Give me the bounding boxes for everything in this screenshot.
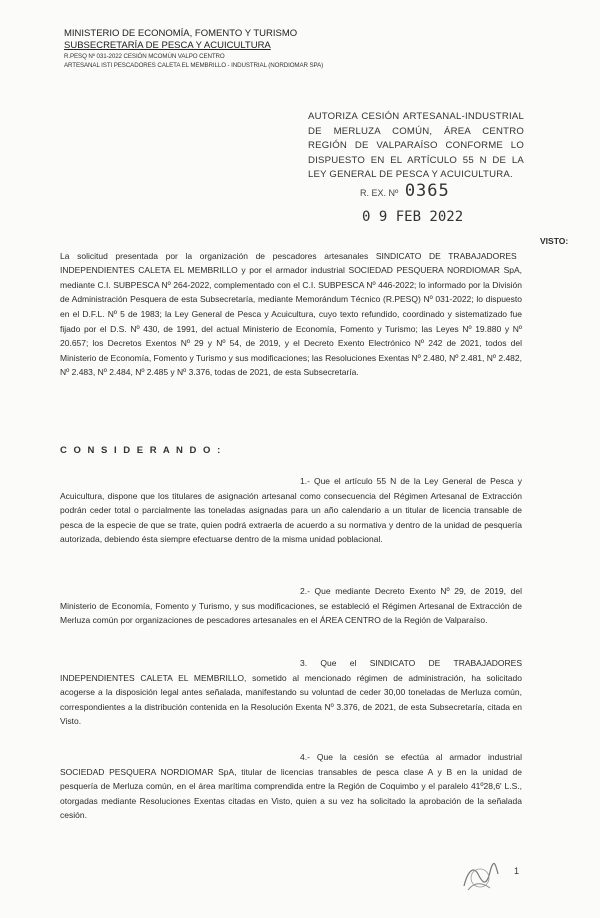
subsecretariat-name: SUBSECRETARÍA DE PESCA Y ACUICULTURA [64, 40, 271, 51]
ministry-name: MINISTERIO DE ECONOMÍA, FOMENTO Y TURISMO [64, 28, 298, 39]
visto-label: VISTO: [540, 236, 569, 246]
visto-text: La solicitud presentada por la organización de pescadores artesanales SINDICATO DE TRABAJADORES INDEPENDIENTES CALETA EL MEMBRILLO y por el armador industrial SOCIEDAD PESQUERA NORDIOMAR SpA, mediante C.I. SUBPESCA Nº 264-2022, complementado con el C.I. SUBPESCA Nº 446-2022; lo informado por la División de Administración Pesquera de esta Subsecretaría, mediante Memorándum Técnico (R.PESQ) Nº 031-2022; lo dispuesto en el D.F.L. Nº 5 de 1983; la Ley General de Pesca y Acuicultura, cuyo texto refundido, coordinado y sistematizado fue fijado por el D.S. Nº 430, de 1991, del actual Ministerio de Economía, Fomento y Turismo; las Leyes Nº 19.880 y Nº 20.657; los Decretos Exentos Nº 29 y Nº 54, de 2019, y el Decreto Exento Electrónico Nº 242 de 2021, todos del Ministerio de Economía, Fomento y Turismo y sus modificaciones; las Resoluciones Exentas Nº 2.480, Nº 2.481, Nº 2.482, Nº 2.483, Nº 2.484, Nº 2.485 y Nº 3.376, todas de 2021, de esta Subsecretaría. [60, 250, 522, 378]
page-number: 1 [514, 866, 520, 876]
resolution-prefix: R. EX. Nº [360, 188, 399, 198]
file-reference: R.PESQ Nº 031-2022 CESIÓN MCOMÚN VALPO CENTRO [64, 53, 225, 60]
resolution-subject: AUTORIZA CESIÓN ARTESANAL-INDUSTRIAL DE MERLUZA COMÚN, ÁREA CENTRO REGIÓN DE VALPARAÍSO CONFORME LO DISPUESTO EN EL ARTÍCULO 55 N DE LA LEY GENERAL DE PESCA Y ACUICULTURA. [308, 111, 524, 180]
resolution-date: 0 9 FEB 2022 [362, 209, 464, 225]
considerando-paragraph-4: 4.- Que la cesión se efectúa al armador industrial SOCIEDAD PESQUERA NORDIOMAR SpA, titular de licencias transables de pesca clase A y B en la unidad de pesquería de Merluza común, en el área marítima comprendida entre la Región de Coquimbo y el paralelo 41º28,6' L.S., otorgadas mediante Resoluciones Exentas citadas en Visto, quien a su vez ha solicitado la aprobación de la señalada cesión. [60, 752, 522, 821]
considerando-heading: C O N S I D E R A N D O : [60, 445, 223, 456]
initials-stamp-icon [460, 860, 500, 894]
document-header [64, 28, 364, 70]
visto-paragraph [60, 234, 569, 380]
considerando-paragraph-3: 3. Que el SINDICATO DE TRABAJADORES INDEPENDIENTES CALETA EL MEMBRILLO, sometido al mencionado régimen de administración, ha solicitado acogerse a la disposición legal antes señalada, manifestando su voluntad de ceder 30,00 toneladas de Merluza común, correspondientes a la distribución contenida en la Resolución Exenta Nº 3.376, de 2021, de esta Subsecretaría, citada en Visto. [60, 658, 522, 727]
resolution-number-value: 0365 [404, 181, 450, 201]
resolution-number [360, 181, 450, 201]
file-reference-detail: ARTESANAL ISTI PESCADORES CALETA EL MEMBRILLO - INDUSTRIAL (NORDIOMAR SPA) [64, 62, 324, 69]
considerando-paragraph-1: 1.- Que el artículo 55 N de la Ley General de Pesca y Acuicultura, dispone que los titulares de asignación artesanal como consecuencia del Régimen Artesanal de Extracción podrán ceder total o parcialmente las toneladas asignadas para un año calendario a un titular de licencia transable de pesca de la especie de que se trate, quien podrá extraerla de acuerdo a su normativa y dentro de la unidad de pesquería autorizada, debiendo ésta siempre efectuarse dentro de la misma unidad poblacional. [60, 476, 522, 545]
considerando-paragraph-2: 2.- Que mediante Decreto Exento Nº 29, de 2019, del Ministerio de Economía, Fomento y Turismo, y sus modificaciones, se estableció el Régimen Artesanal de Extracción de Merluza común por organizaciones de pescadores artesanales en el ÁREA CENTRO de la Región de Valparaíso. [60, 586, 522, 626]
